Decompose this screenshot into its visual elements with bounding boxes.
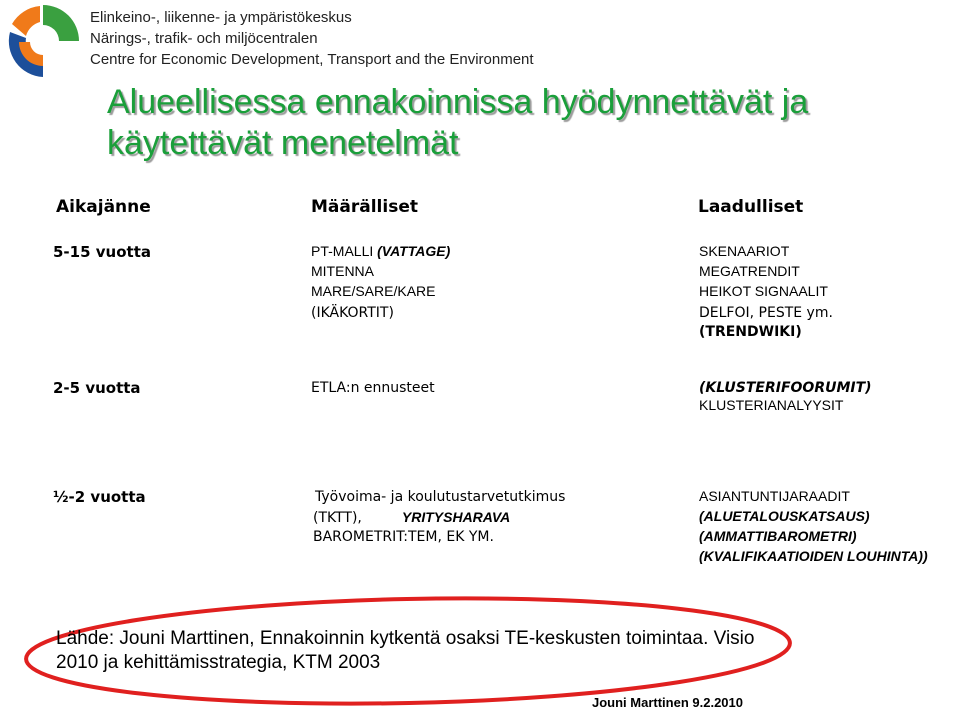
header-period: Aikajänne <box>56 197 151 217</box>
qual-item: (AMMATTIBAROMETRI) <box>699 528 857 544</box>
qual-item: SKENAARIOT <box>699 243 790 259</box>
row-period-2-5: 2-5 vuotta <box>53 379 141 397</box>
quant-item: (IKÄKORTIT) <box>311 305 394 321</box>
org-name-fi: Elinkeino-, liikenne- ja ympäristökeskus <box>90 9 352 26</box>
qual-item: MEGATRENDIT <box>699 263 800 279</box>
org-name-sv: Närings-, trafik- och miljöcentralen <box>90 30 318 47</box>
quant-item: (TKTT), YRITYSHARAVA <box>313 509 511 526</box>
source-line1: Lähde: Jouni Marttinen, Ennakoinnin kytkentä osaksi TE-keskusten toimintaa. Visio <box>56 628 755 649</box>
qual-item: KLUSTERIANALYYSIT <box>699 397 844 413</box>
quant-item: BAROMETRIT:TEM, EK YM. <box>313 529 494 545</box>
slide-title-line1: Alueellisessa ennakoinnissa hyödynnettävät ja <box>107 83 809 121</box>
quant-item: Työvoima- ja koulutustarvetutkimus <box>315 489 566 505</box>
qual-item: (KVALIFIKAATIOIDEN LOUHINTA)) <box>699 548 928 564</box>
footer-author-date: Jouni Marttinen 9.2.2010 <box>592 695 743 710</box>
quant-item: MARE/SARE/KARE <box>311 283 436 299</box>
ely-centre-logo-icon <box>4 2 82 80</box>
qual-item: ASIANTUNTIJARAADIT <box>699 488 850 504</box>
quant-item: MITENNA <box>311 263 374 279</box>
row-period-half-2: ½-2 vuotta <box>53 488 146 506</box>
qual-item: HEIKOT SIGNAALIT <box>699 283 828 299</box>
quant-item: ETLA:n ennusteet <box>311 380 435 396</box>
quant-item: PT-MALLI (VATTAGE) <box>311 243 451 259</box>
header-qualitative: Laadulliset <box>698 197 804 217</box>
qual-item: (TRENDWIKI) <box>699 324 802 340</box>
qual-item: (KLUSTERIFOORUMIT) <box>699 380 872 396</box>
source-line2: 2010 ja kehittämisstrategia, KTM 2003 <box>56 652 381 673</box>
org-name-en: Centre for Economic Development, Transport and the Environment <box>90 51 534 68</box>
qual-item: (ALUETALOUSKATSAUS) <box>699 508 870 524</box>
header-quantitative: Määrälliset <box>311 197 418 217</box>
qual-item: DELFOI, PESTE ym. <box>699 305 833 321</box>
row-period-5-15: 5-15 vuotta <box>53 243 151 261</box>
slide-title-line2: käytettävät menetelmät <box>107 124 459 162</box>
